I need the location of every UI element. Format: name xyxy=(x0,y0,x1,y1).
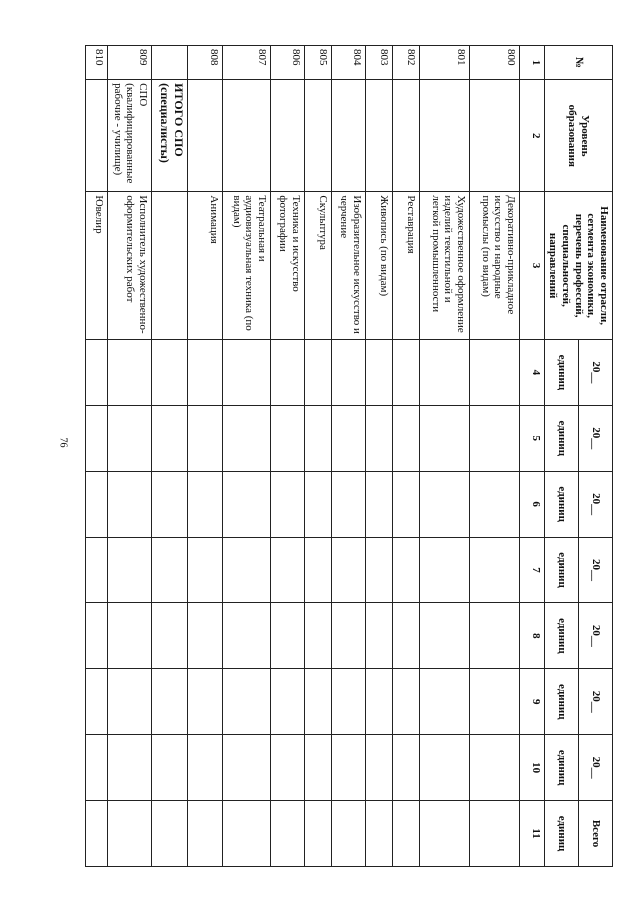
row-number: 806 xyxy=(270,46,304,80)
header-year: 20__ xyxy=(578,405,612,471)
subtotal-row xyxy=(151,46,187,867)
row-level: СПО (квалифицированные рабочие - училище) xyxy=(107,80,151,192)
column-number: 2 xyxy=(519,80,544,192)
column-number: 3 xyxy=(519,192,544,340)
table-row xyxy=(187,46,222,867)
row-name: Скульптура xyxy=(304,192,331,340)
header-number: № xyxy=(544,46,612,80)
row-name: Ювелир xyxy=(85,192,107,340)
header-name: Наименование отрасли, сегмента экономики, перечень профессий, специальностей, направлений xyxy=(544,192,612,340)
row-name: Исполнитель художественно-оформительских работ xyxy=(107,192,151,340)
column-number: 10 xyxy=(519,735,544,801)
column-number: 5 xyxy=(519,405,544,471)
table-row xyxy=(419,46,469,867)
row-number: 809 xyxy=(107,46,151,80)
header-unit: единиц xyxy=(544,405,578,471)
row-level xyxy=(331,80,365,192)
row-name: Художественное оформление изделий текстильной и легкой промышленности xyxy=(419,192,469,340)
row-number: 800 xyxy=(469,46,519,80)
column-number: 8 xyxy=(519,603,544,669)
header-year: 20__ xyxy=(578,471,612,537)
row-number: 805 xyxy=(304,46,331,80)
table-row xyxy=(331,46,365,867)
row-name: Техника и искусство фотографии xyxy=(270,192,304,340)
header-unit: единиц xyxy=(544,735,578,801)
table-row xyxy=(392,46,419,867)
header-year: 20__ xyxy=(578,603,612,669)
header-unit: единиц xyxy=(544,537,578,603)
table-row xyxy=(365,46,392,867)
header-year: 20__ xyxy=(578,669,612,735)
table-row xyxy=(107,46,151,867)
row-level xyxy=(187,80,222,192)
header-total: Всего xyxy=(578,801,612,867)
row-number: 802 xyxy=(392,46,419,80)
column-number: 4 xyxy=(519,339,544,405)
row-number: 810 xyxy=(85,46,107,80)
row-level xyxy=(365,80,392,192)
column-number: 9 xyxy=(519,669,544,735)
row-level xyxy=(469,80,519,192)
table-row xyxy=(304,46,331,867)
header-unit: единиц xyxy=(544,603,578,669)
row-number: 801 xyxy=(419,46,469,80)
column-number: 1 xyxy=(519,46,544,80)
table-row xyxy=(85,46,107,867)
header-year: 20__ xyxy=(578,735,612,801)
row-name: Декоративно-прикладное искусство и народные промыслы (по видам) xyxy=(469,192,519,340)
rotated-page xyxy=(78,45,613,867)
row-name: Живопись (по видам) xyxy=(365,192,392,340)
education-table xyxy=(85,45,613,867)
row-name: Анимация xyxy=(187,192,222,340)
row-number: 804 xyxy=(331,46,365,80)
column-number-row xyxy=(519,46,544,867)
column-number: 11 xyxy=(519,801,544,867)
row-level: ИТОГО СПО (специалисты) xyxy=(151,80,187,192)
row-number: 803 xyxy=(365,46,392,80)
row-level xyxy=(419,80,469,192)
column-number: 7 xyxy=(519,537,544,603)
row-level xyxy=(222,80,270,192)
table-row xyxy=(222,46,270,867)
header-year: 20__ xyxy=(578,339,612,405)
table-row xyxy=(469,46,519,867)
row-number xyxy=(151,46,187,80)
row-name: Театральная и аудиовизуальная техника (по видам) xyxy=(222,192,270,340)
table-row xyxy=(270,46,304,867)
row-level xyxy=(85,80,107,192)
row-level xyxy=(392,80,419,192)
row-level xyxy=(270,80,304,192)
row-name xyxy=(151,192,187,340)
row-name: Изобразительное искусство и черчение xyxy=(331,192,365,340)
header-unit: единиц xyxy=(544,801,578,867)
header-unit: единиц xyxy=(544,339,578,405)
row-level xyxy=(304,80,331,192)
header-year: 20__ xyxy=(578,537,612,603)
row-number: 808 xyxy=(187,46,222,80)
page-number: 76 xyxy=(57,437,69,448)
header-level: Уровень образования xyxy=(544,80,612,192)
column-number: 6 xyxy=(519,471,544,537)
row-name: Реставрация xyxy=(392,192,419,340)
row-number: 807 xyxy=(222,46,270,80)
header-unit: единиц xyxy=(544,669,578,735)
header-unit: единиц xyxy=(544,471,578,537)
